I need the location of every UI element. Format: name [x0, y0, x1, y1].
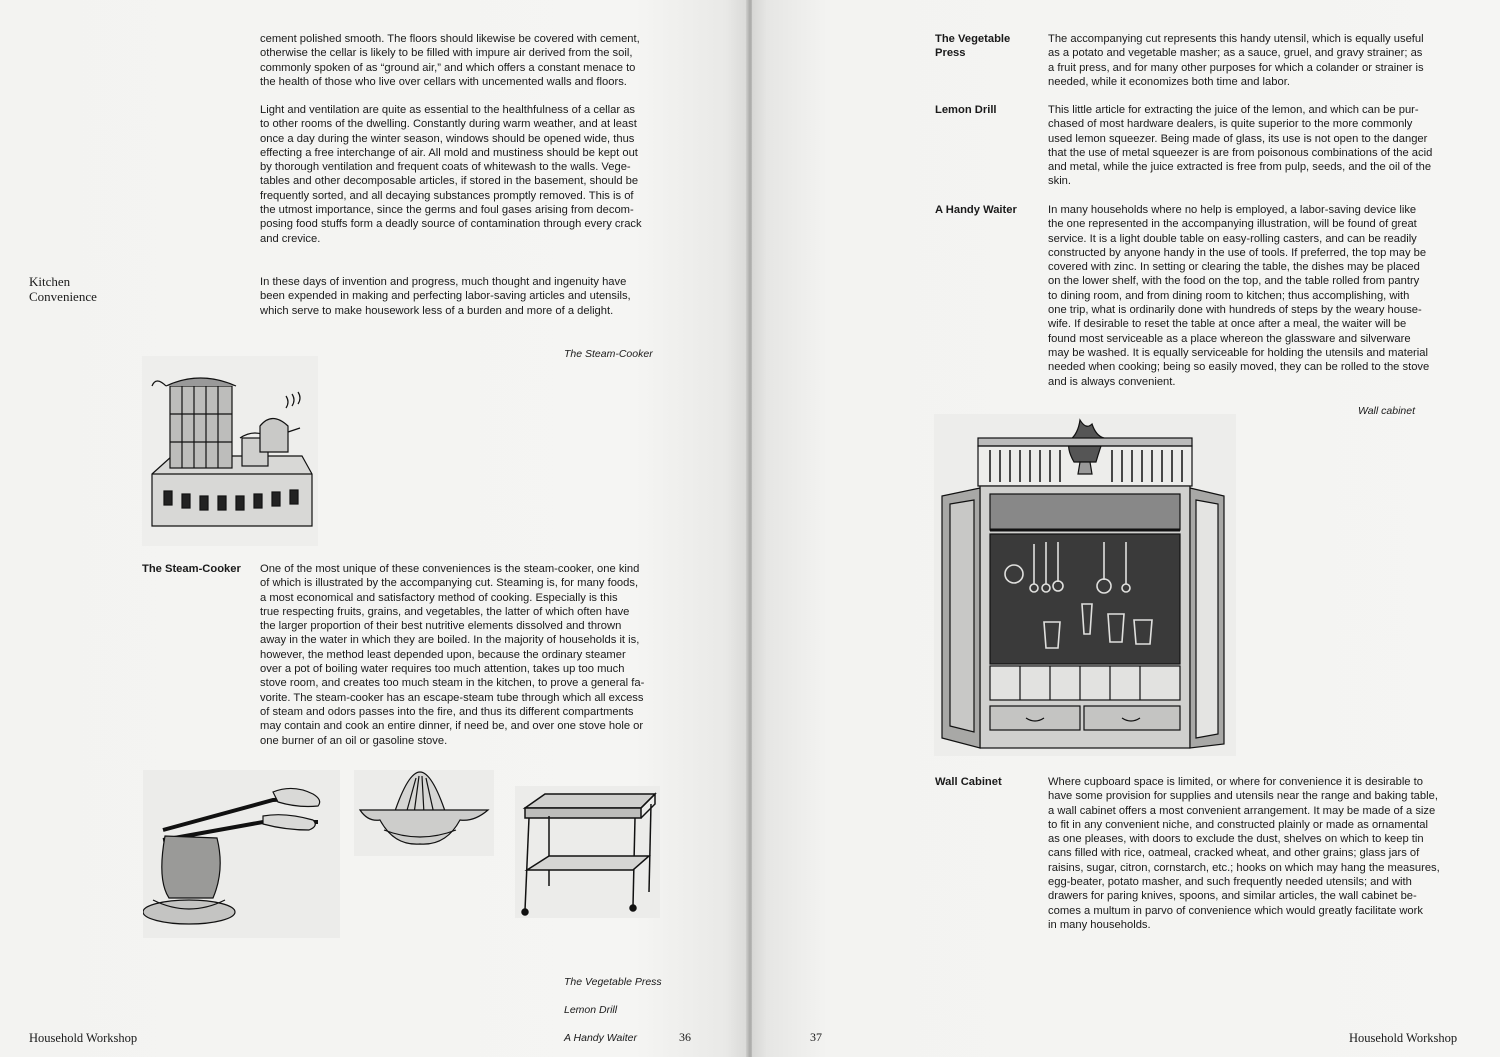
handy-waiter-heading: A Handy Waiter [935, 204, 1017, 216]
caption-lemon-drill: Lemon Drill [564, 1004, 618, 1016]
steam-cooker-heading: The Steam-Cooker [142, 563, 241, 575]
steam-cooker-paragraph: One of the most unique of these conveniences is the steam-cooker, one kind of which is illustrated by the accompanying cut. Steaming is, for many foods, a most economical and satisfactory method of cooking. Especially is this true respecting fruits, grains, and vegetables, the latter of which often have the larger proportion of their best nutritive elements dissolved and thrown away in the water in which they are boiled. In the majority of households it is, however, the method least depended upon, because the ordinary steamer over a pot of boiling water requires too much attention, takes up too much stove room, and creates too much steam in the kitchen, to prove a general fa- vorite. The steam-cooker has an escape-steam tube through which all excess of steam and odors passes into the fire, and thus its different compartments may contain and cook an entire dinner, if need be, and over one stove hole or one burner of an oil or gasoline stove. [260, 563, 645, 747]
handy-waiter-illustration [515, 786, 660, 918]
wall-cabinet-caption: Wall cabinet [1358, 405, 1416, 417]
intro-paragraph: cement polished smooth. The floors should likewise be covered with cement, otherwise the cellar is likely to be filled with impure air derived from the soil, commonly spoken of as “ground air,” and which offers a constant menace to the health of those who live over cellars with uncemented walls and floors. [260, 33, 640, 88]
left-page [0, 0, 748, 1057]
section-intro-paragraph: In these days of invention and progress, much thought and ingenuity have been expended in making and perfecting labor-saving articles and utensils, which serve to make housework less of a burden and more of a delight. [260, 276, 631, 317]
right-page-number: 37 [810, 1030, 822, 1044]
handy-waiter-paragraph: In many households where no help is employed, a labor-saving device like the one represented in the accompanying illustration, will be found of great service. It is a light double table on easy-rolling casters, and can be readily constructed by anyone handy in the use of tools. If preferred, the top may be covered with zinc. In setting or clearing the table, the dishes may be placed on the lower shelf, with the food on the top, and the table rolled from pantry to dining room, and from dining room to kitchen; thus accomplishing, with one trip, what is ordinarily done with hundreds of steps by the weary house- wife. If desirable to reset the table at once after a meal, the waiter will be found most serviceable as a place whereon the glassware and silverware may be washed. It is equally serviceable for holding the utensils and material needed when cooking; being so easily moved, they can be rolled to the stove and is always convenient. [1048, 204, 1430, 388]
vegetable-press-heading: The Vegetable Press [935, 33, 1011, 60]
lemon-drill-illustration [354, 770, 494, 856]
bottom-captions [564, 961, 662, 1057]
wall-cabinet-paragraph: Where cupboard space is limited, or where for convenience it is desirable to have some provision for supplies and utensils near the range and baking table, a wall cabinet offers a most convenient arrangement. It may be made of a size to fit in any convenient niche, and constructed plainly or made as ornamental as one pleases, with doors to exclude the dust, shelves on which to keep tin cans filled with rice, oatmeal, cracked wheat, and other grains; glass jars of raisins, sugar, citron, cornstarch, etc.; hooks on which may hang the measures, egg-beater, potato masher, and such frequently needed utensils; and with drawers for paring knives, spoons, and similar articles, the wall cabinet be- comes a multum in parvo of convenience which would greatly facilitate work in many households. [1048, 776, 1440, 931]
lemon-drill-paragraph: This little article for extracting the juice of the lemon, and which can be pur- chased of most hardware dealers, is quite superior to the more commonly used lemon squeezer. Being made of glass, its use is not open to the danger that the use of metal squeezer is are from poisonous combinations of the acid and metal, while the juice extracted is free from pulp, seeds, and the oil of the skin. [1048, 104, 1433, 188]
lemon-drill-heading: Lemon Drill [935, 104, 997, 116]
left-page-number: 36 [679, 1030, 691, 1044]
ventilation-paragraph: Light and ventilation are quite as essential to the healthfulness of a cellar as to other rooms of the dwelling. Constantly during warm weather, and at least once a day during the winter season, windows should be opened wide, thus effecting a free interchange of air. All mold and mustiness should be kept out by thorough ventilation and frequent coats of whitewash to the walls. Vege- tables and other decomposable articles, if stored in the basement, should be frequently sorted, and all decaying substances promptly removed. This is of the utmost importance, since the germs and foul gases arising from decom- posing food stuffs form a deadly source of contamination through every crack and crevice. [260, 104, 642, 245]
vegetable-press-illustration [143, 770, 340, 938]
steam-cooker-caption: The Steam-Cooker [564, 348, 653, 360]
wall-cabinet-illustration [934, 414, 1236, 756]
left-footer: Household Workshop [29, 1031, 138, 1045]
vegetable-press-paragraph: The accompanying cut represents this handy utensil, which is equally useful as a potato and vegetable masher; as a sauce, gruel, and gravy strainer; as a fruit press, and for many other purposes for which a colander or strainer is needed, while it economizes both time and labor. [1048, 33, 1424, 88]
caption-vegetable-press: The Vegetable Press [564, 976, 662, 988]
right-page [752, 0, 1500, 1057]
right-footer: Household Workshop [1349, 1031, 1458, 1045]
wall-cabinet-heading: Wall Cabinet [935, 776, 1002, 788]
caption-handy-waiter: A Handy Waiter [564, 1032, 637, 1044]
steam-cooker-illustration [142, 356, 318, 546]
section-title: Kitchen Convenience [29, 274, 97, 304]
